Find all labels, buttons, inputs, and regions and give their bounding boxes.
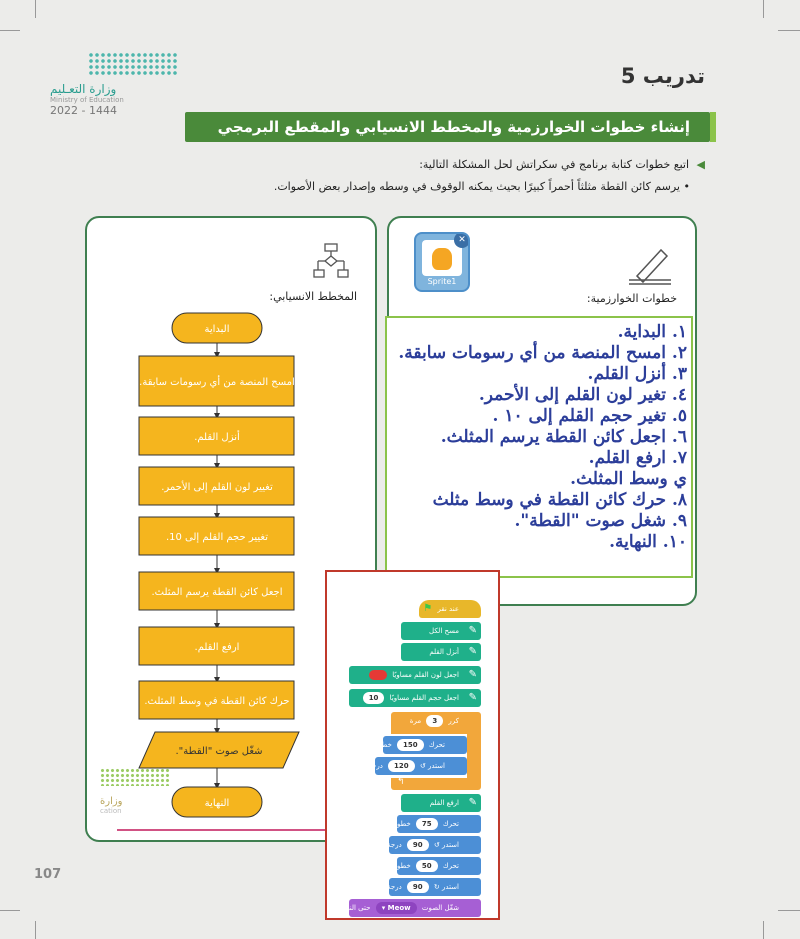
sprite-thumbnail[interactable]	[414, 232, 470, 292]
turn-block[interactable]	[368, 757, 467, 775]
pen-icon: ✎	[468, 625, 477, 636]
algorithm-step: ٦. اجعل كائن القطة يرسم المثلث.	[440, 427, 687, 447]
crop-mark	[763, 921, 764, 939]
faint-logo-watermark	[100, 768, 180, 815]
rotate-right-icon: ↻	[433, 883, 440, 891]
crop-mark	[35, 0, 36, 18]
flow-step-text: ارفع القلم.	[194, 642, 240, 653]
flow-end-text: النهاية	[204, 798, 230, 809]
exercise-title: تدريب 5	[620, 64, 705, 88]
flow-step-text: امسح المنصة من أي رسومات سابقة.	[139, 377, 295, 388]
triangle-bullet-icon: ◀	[696, 158, 705, 171]
block-label: حتى النهاية	[338, 904, 371, 912]
pen-up-block[interactable]	[401, 794, 481, 812]
pen-icon: ✎	[468, 646, 477, 657]
degrees-input[interactable]: 120	[388, 760, 415, 772]
dot-bullet-icon: •	[683, 180, 690, 193]
pen-icon: ✎	[468, 797, 477, 808]
scratch-code-panel	[325, 570, 500, 920]
turn-block[interactable]	[389, 836, 481, 854]
sprite-name: Sprite1	[427, 277, 457, 286]
block-label: كرر	[448, 717, 459, 725]
clear-block[interactable]	[401, 622, 481, 640]
block-label: استدر	[442, 883, 459, 891]
ministry-name-en: Ministry of Education	[50, 96, 124, 104]
block-label: عند نقر	[437, 605, 459, 613]
block-label: درجة	[387, 883, 402, 891]
cat-sprite-icon	[432, 248, 452, 270]
size-value-input[interactable]: 10	[363, 692, 385, 704]
crop-mark	[763, 0, 764, 18]
block-label: اجعل لون القلم مساويًا	[392, 671, 459, 679]
block-label: درجة	[387, 841, 402, 849]
flow-step-text: أنزل القلم.	[194, 432, 240, 443]
repeat-block-arm	[467, 734, 481, 778]
rotate-left-icon: ↺	[419, 762, 426, 770]
loop-arrow-icon: ↰	[397, 777, 405, 787]
crop-mark	[778, 30, 800, 31]
problem-bullet	[274, 180, 690, 193]
when-flag-block[interactable]	[419, 600, 481, 618]
steps-input[interactable]: 75	[416, 818, 438, 830]
repeat-block[interactable]	[391, 712, 481, 734]
block-label: استدر	[442, 841, 459, 849]
edition-year: 2022 - 1444	[50, 104, 117, 117]
sound-dropdown[interactable]	[376, 902, 417, 914]
algorithm-panel	[387, 216, 697, 606]
algorithm-step: ١. البداية.	[617, 322, 687, 342]
flow-io-text: شغّل صوت "القطة".	[175, 746, 263, 757]
steps-input[interactable]: 50	[416, 860, 438, 872]
degrees-input[interactable]: 90	[407, 839, 429, 851]
algorithm-step: ٩. شغل صوت "القطة".	[514, 511, 687, 531]
chevron-down-icon: ▾	[381, 904, 386, 912]
block-label: مرة	[409, 717, 422, 725]
ministry-name: وزارة التعـليم	[50, 82, 117, 96]
ministry-logo	[50, 52, 180, 117]
block-label: شغّل الصوت	[421, 904, 459, 912]
block-label: تحرك	[442, 820, 459, 828]
steps-input[interactable]: 150	[397, 739, 424, 751]
instruction-text: اتبع خطوات كتابة برنامج في سكراتش لحل المشكلة التالية:	[419, 158, 690, 171]
flow-step-text: تغيير حجم القلم إلى 10.	[165, 532, 269, 543]
algorithm-step: ٨. حرك كائن القطة في وسط مثلث	[432, 490, 687, 510]
instruction-line	[419, 158, 705, 171]
move-block[interactable]	[393, 815, 481, 833]
rotate-left-icon: ↺	[433, 841, 440, 849]
play-sound-block[interactable]	[338, 899, 481, 917]
pen-icon: ✎	[468, 692, 477, 703]
turn-block[interactable]	[389, 878, 481, 896]
faint-logo-text: وزارة	[100, 796, 123, 807]
sound-name: Meow	[387, 904, 411, 912]
set-pen-color-block[interactable]	[349, 666, 481, 684]
crop-mark	[35, 921, 36, 939]
block-label: تحرك	[442, 862, 459, 870]
algorithm-steps	[397, 322, 687, 553]
algorithm-step: ٥. تغير حجم القلم إلى ١٠ .	[492, 406, 687, 426]
flow-step-text: اجعل كائن القطة يرسم المثلث.	[151, 587, 283, 598]
block-label: أنزل القلم	[429, 648, 459, 656]
algorithm-step: ٣. أنزل القلم.	[587, 364, 687, 384]
block-label: استدر	[428, 762, 445, 770]
faint-logo-sub: cation	[100, 807, 122, 815]
repeat-block-footer	[391, 778, 481, 790]
trash-icon[interactable]: ✕	[454, 232, 470, 248]
block-label: خطوة	[374, 741, 392, 749]
problem-text: يرسم كائن القطة مثلثاً أحمراً كبيرًا بحيث يمكنه الوقوف في وسطه وإصدار بعض الأصوات.	[273, 180, 680, 193]
flow-step-text: حرك كائن القطة في وسط المثلث.	[144, 696, 290, 707]
algorithm-step: ٢. امسح المنصة من أي رسومات سابقة.	[398, 343, 687, 363]
flowchart-label: المخطط الانسيابي:	[269, 290, 357, 303]
move-block[interactable]	[393, 857, 481, 875]
block-label: تحرك	[428, 741, 445, 749]
block-label: درجة	[368, 762, 383, 770]
crop-mark	[778, 910, 800, 911]
block-label: خطوة	[393, 862, 411, 870]
degrees-input[interactable]: 90	[407, 881, 429, 893]
algorithm-label: خطوات الخوارزمية:	[586, 292, 677, 305]
move-block[interactable]	[374, 736, 467, 754]
set-pen-size-block[interactable]	[349, 689, 481, 707]
pen-down-block[interactable]	[401, 643, 481, 661]
block-label: خطوة	[393, 820, 411, 828]
green-flag-icon: ⚑	[423, 603, 433, 614]
logo-dots-icon	[88, 52, 178, 76]
repeat-count-input[interactable]: 3	[426, 715, 443, 727]
pen-icon: ✎	[468, 669, 477, 680]
section-banner: إنشاء خطوات الخوارزمية والمخطط الانسيابي والمقطع البرمجي	[185, 112, 710, 142]
block-label: ارفع القلم	[429, 799, 459, 807]
red-color-swatch[interactable]	[369, 670, 387, 680]
flow-step-text: تغيير لون القلم إلى الأحمر.	[161, 482, 273, 493]
crop-mark	[0, 910, 20, 911]
flow-start-text: البداية	[204, 324, 230, 335]
faint-logo-dots-icon	[100, 768, 170, 786]
pencil-icon	[627, 246, 673, 286]
algorithm-step: ي وسط المثلث.	[570, 469, 687, 489]
page-number: 107	[34, 867, 62, 882]
algorithm-step: ٧. ارفع القلم.	[588, 448, 687, 468]
crop-mark	[0, 30, 20, 31]
algorithm-step: ١٠. النهاية.	[609, 532, 687, 552]
algorithm-step: ٤. تغير لون القلم إلى الأحمر.	[478, 385, 687, 405]
block-label: مسح الكل	[429, 627, 459, 635]
block-label: اجعل حجم القلم مساويًا	[389, 694, 459, 702]
